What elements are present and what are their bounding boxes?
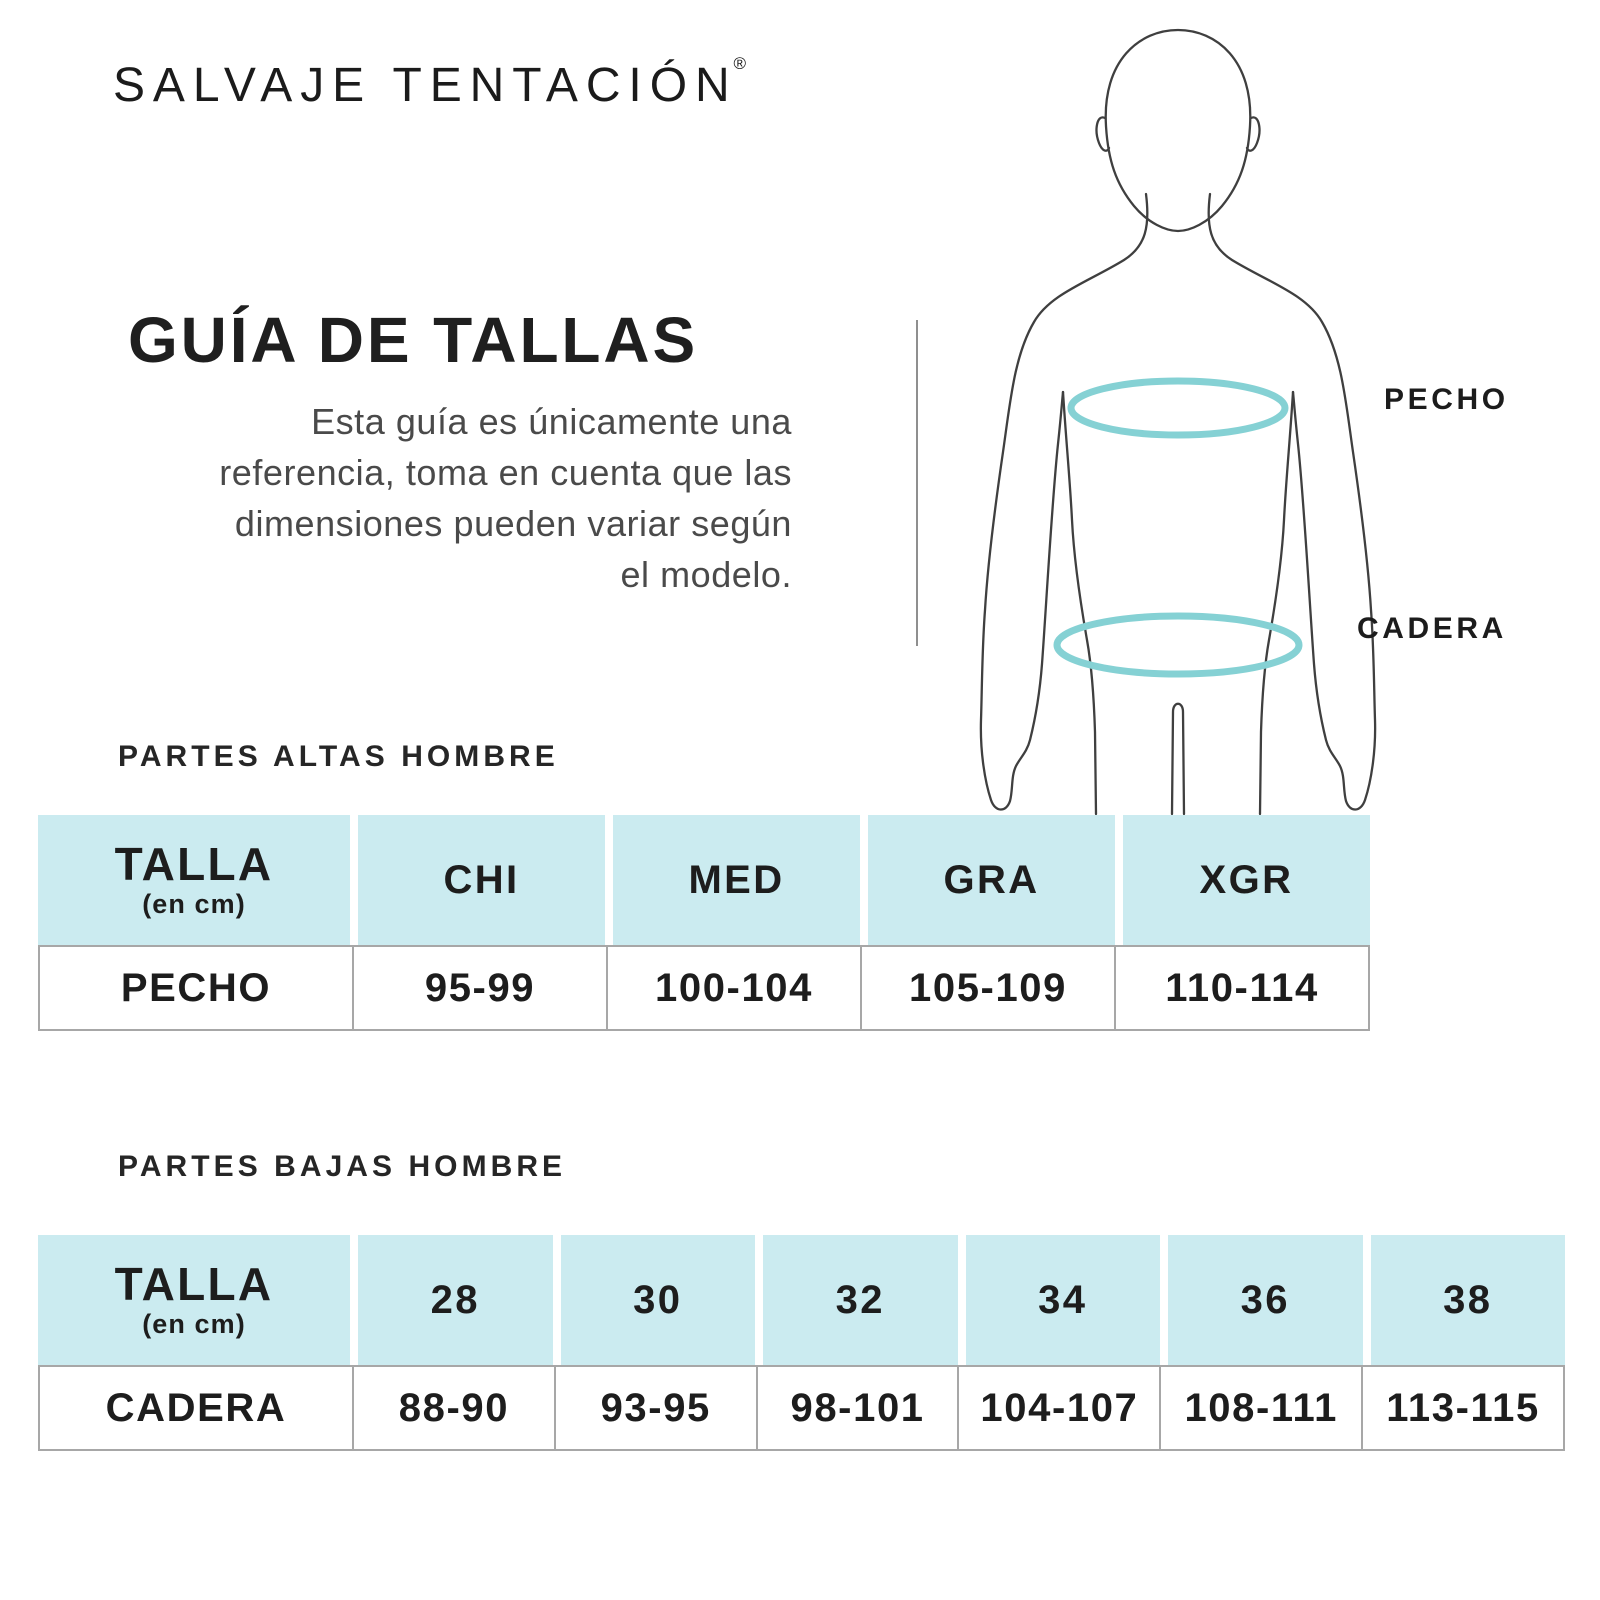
bottoms-column-header: 28 <box>350 1235 553 1365</box>
guide-description-line: el modelo. <box>620 554 792 595</box>
tops-column-header: CHI <box>350 815 605 945</box>
tops-column-header: MED <box>605 815 860 945</box>
left-torso-leg-outline <box>1063 392 1096 814</box>
bottoms-cell: 108-111 <box>1159 1367 1361 1449</box>
hip-measure-band <box>1057 616 1299 674</box>
brand-name: SALVAJE TENTACIÓN <box>113 59 738 112</box>
tops-cell: 105-109 <box>860 947 1114 1029</box>
chest-measure-band <box>1071 381 1285 435</box>
bottoms-column-header: 34 <box>958 1235 1161 1365</box>
bottoms-column-header: 30 <box>553 1235 756 1365</box>
bottoms-cell: 93-95 <box>554 1367 756 1449</box>
bottoms-table-header-row <box>38 1235 1565 1365</box>
chest-label: PECHO <box>1384 383 1509 416</box>
inner-leg-seam <box>1172 704 1184 814</box>
tops-size-column-header <box>38 815 350 945</box>
bottoms-size-column-header <box>38 1235 350 1365</box>
left-arm-outline <box>981 194 1148 810</box>
tops-column-header: XGR <box>1115 815 1370 945</box>
guide-description-line: dimensiones pueden variar según <box>234 503 792 544</box>
bottoms-size-table <box>38 1235 1565 1451</box>
tops-cell: 110-114 <box>1114 947 1368 1029</box>
right-arm-outline <box>1209 194 1376 810</box>
registered-trademark-symbol: ® <box>733 54 747 73</box>
bottoms-column-header: 32 <box>755 1235 958 1365</box>
tops-row-label: PECHO <box>120 965 272 1010</box>
tops-cell: 95-99 <box>352 947 606 1029</box>
tops-table-data-row <box>38 945 1370 1031</box>
bottoms-cell: 98-101 <box>756 1367 958 1449</box>
size-col-label: TALLA <box>114 1258 274 1310</box>
section-title-bottoms: PARTES BAJAS HOMBRE <box>118 1150 567 1183</box>
guide-description-line: Esta guía es únicamente una <box>311 401 792 442</box>
head-outline <box>1106 30 1251 231</box>
brand-logo <box>113 54 750 113</box>
tops-size-table <box>38 815 1370 1031</box>
guide-description-line: referencia, toma en cuenta que las <box>219 452 792 493</box>
section-title-tops: PARTES ALTAS HOMBRE <box>118 740 559 773</box>
bottoms-column-header: 36 <box>1160 1235 1363 1365</box>
size-col-label: TALLA <box>114 838 274 890</box>
right-torso-leg-outline <box>1260 392 1293 814</box>
tops-cell: 100-104 <box>606 947 860 1029</box>
size-col-unit: (en cm) <box>142 889 246 919</box>
page-title: GUÍA DE TALLAS <box>128 304 699 376</box>
guide-description <box>80 396 792 600</box>
bottoms-cell: 113-115 <box>1361 1367 1563 1449</box>
tops-column-header: GRA <box>860 815 1115 945</box>
bottoms-cell: 104-107 <box>957 1367 1159 1449</box>
bottoms-row-label: CADERA <box>105 1385 287 1430</box>
bottoms-column-header: 38 <box>1363 1235 1566 1365</box>
bottoms-cell: 88-90 <box>352 1367 554 1449</box>
body-outline-illustration <box>900 0 1600 860</box>
size-col-unit: (en cm) <box>142 1309 246 1339</box>
bottoms-table-data-row <box>38 1365 1565 1451</box>
tops-table-header-row <box>38 815 1370 945</box>
hip-label: CADERA <box>1357 612 1507 645</box>
